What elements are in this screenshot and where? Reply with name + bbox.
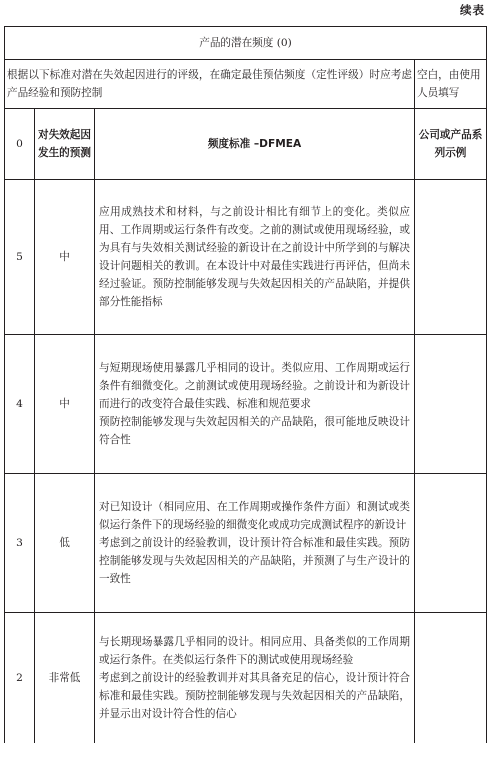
table-row xyxy=(5,474,487,613)
row-level: 低 xyxy=(35,474,95,613)
row-rank: 4 xyxy=(5,335,35,474)
row-example xyxy=(415,180,487,335)
criteria-paragraph: 预防控制能够发现与失效起因相关的产品缺陷，很可能地反映设计符合性 xyxy=(99,416,410,446)
occurrence-table xyxy=(4,26,487,743)
table-row xyxy=(5,335,487,474)
table-intro: 根据以下标准对潜在失效起因进行的评级，在确定最佳预估频度（定性评级）时应考虑产品经验和预防控制 xyxy=(5,60,415,109)
table-header-row xyxy=(5,109,487,180)
header-likelihood: 对失效起因发生的预测 xyxy=(35,109,95,180)
table-row xyxy=(5,613,487,744)
row-criteria xyxy=(95,474,415,613)
criteria-paragraph: 对已知设计（相同应用、在工作周期或操作条件方面）和测试或类似运行条件下的现场经验的细微变化或成功完成测试程序的新设计 xyxy=(99,501,410,531)
row-rank: 2 xyxy=(5,613,35,744)
header-rank: 0 xyxy=(5,109,35,180)
row-rank: 5 xyxy=(5,180,35,335)
table-intro-row xyxy=(5,60,487,109)
row-level: 中 xyxy=(35,180,95,335)
row-example xyxy=(415,335,487,474)
criteria-paragraph: 与长期现场暴露几乎相同的设计。相同应用、具备类似的工作周期或运行条件。在类似运行条件下的测试或使用现场经验 xyxy=(99,636,410,666)
table-title: 产品的潜在频度 (0) xyxy=(5,27,487,60)
row-example xyxy=(415,613,487,744)
row-criteria: 应用成熟技术和材料，与之前设计相比有细节上的变化。类似应用、工作周期或运行条件有改变。之前的测试或使用现场经验，或为具有与失效相关测试经验的新设计在之前设计中所学到的与解决设计问题相关的教训。在本设计中对最佳实践进行再评估，但尚未经过验证。预防控制能够发现与失效起因相关的产品缺陷，并提供部分性能指标 xyxy=(95,180,415,335)
header-criteria: 频度标准 –DFMEA xyxy=(95,109,415,180)
criteria-paragraph: 考虑到之前设计的经验教训，设计预计符合标准和最佳实践。预防控制能够发现与失效起因相关的产品缺陷，并预测了与生产设计的一致性 xyxy=(99,537,410,585)
fill-note: 空白，由使用人员填写 xyxy=(415,60,487,109)
row-rank: 3 xyxy=(5,474,35,613)
criteria-paragraph: 与短期现场使用暴露几乎相同的设计。类似应用、工作周期或运行条件有细微变化。之前测试或使用现场经验。之前设计和为新设计而进行的改变符合最佳实践、标准和规范要求 xyxy=(99,362,410,410)
row-criteria xyxy=(95,613,415,744)
row-level: 非常低 xyxy=(35,613,95,744)
row-example xyxy=(415,474,487,613)
row-criteria xyxy=(95,335,415,474)
table-row xyxy=(5,180,487,335)
table-title-row xyxy=(5,27,487,60)
criteria-paragraph: 考虑到之前设计的经验教训并对其具备充足的信心，设计预计符合标准和最佳实践。预防控制能够发现与失效起因相关的产品缺陷，并显示出对设计符合性的信心 xyxy=(99,672,410,720)
continued-label: 续表 xyxy=(460,3,485,17)
row-level: 中 xyxy=(35,335,95,474)
header-example: 公司或产品系列示例 xyxy=(415,109,487,180)
